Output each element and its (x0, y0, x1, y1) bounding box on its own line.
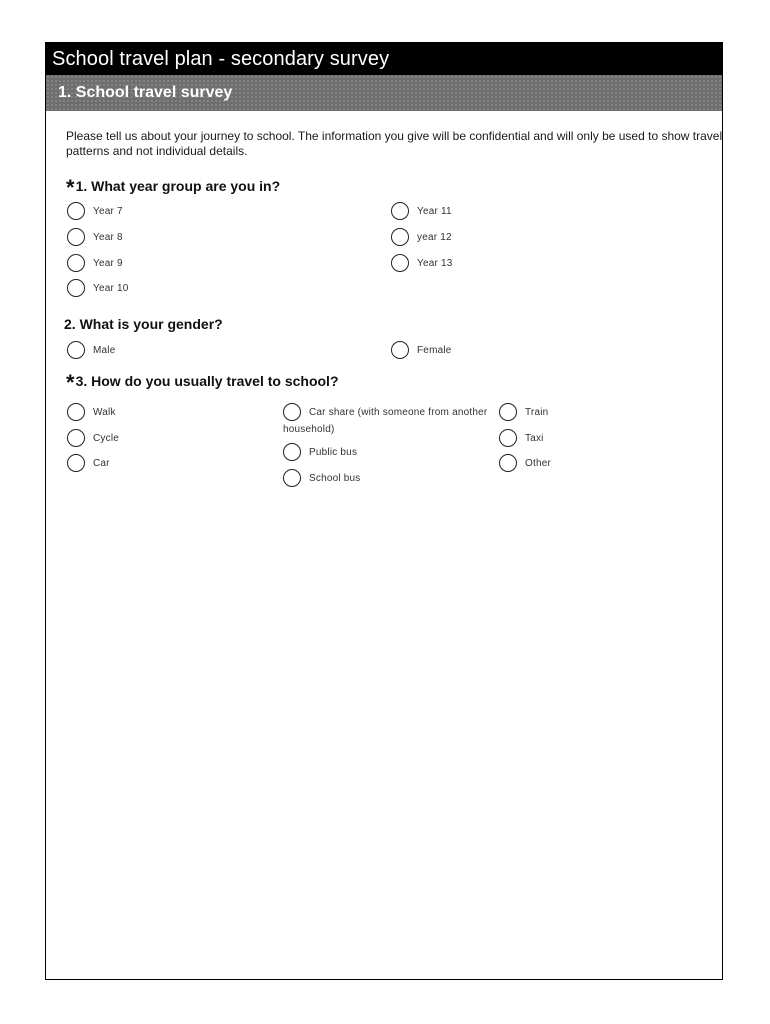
option-car-share[interactable] (283, 403, 487, 421)
question-year-group (66, 175, 280, 201)
option-label: Year 11 (417, 206, 452, 217)
option-label: Taxi (525, 433, 544, 444)
radio-button[interactable] (499, 454, 517, 472)
option-walk[interactable] (67, 403, 116, 421)
option-cycle[interactable] (67, 429, 119, 447)
option-label: Year 7 (93, 206, 123, 217)
option-taxi[interactable] (499, 429, 544, 447)
radio-button[interactable] (283, 469, 301, 487)
option-label: Car (93, 458, 110, 469)
radio-button[interactable] (67, 429, 85, 447)
question-label: 3. How do you usually travel to school? (75, 373, 339, 389)
option-car[interactable] (67, 454, 110, 472)
intro-text: Please tell us about your journey to school. The information you give will be confidential and will only be used to show travel patterns and not individual details. (66, 129, 723, 158)
option-label-continued: household) (283, 424, 335, 435)
option-year-10[interactable] (67, 279, 129, 297)
radio-button[interactable] (391, 341, 409, 359)
option-year-12[interactable] (391, 228, 452, 246)
radio-button[interactable] (391, 202, 409, 220)
option-label: Year 9 (93, 258, 123, 269)
section-header: 1. School travel survey (46, 75, 722, 111)
option-label: Other (525, 458, 552, 469)
option-label: Year 10 (93, 283, 129, 294)
option-male[interactable] (67, 341, 115, 359)
required-icon: * (66, 370, 75, 395)
question-label: 1. What year group are you in? (75, 178, 281, 194)
required-icon: * (66, 175, 75, 200)
radio-button[interactable] (499, 403, 517, 421)
option-year-11[interactable] (391, 202, 452, 220)
question-gender (64, 316, 223, 332)
option-label: Year 8 (93, 232, 123, 243)
option-year-13[interactable] (391, 254, 453, 272)
radio-button[interactable] (391, 228, 409, 246)
survey-title: School travel plan - secondary survey (46, 43, 722, 75)
option-school-bus[interactable] (283, 469, 360, 487)
radio-button[interactable] (67, 202, 85, 220)
option-label: Walk (93, 407, 116, 418)
option-year-7[interactable] (67, 202, 123, 220)
option-year-8[interactable] (67, 228, 123, 246)
question-label: 2. What is your gender? (64, 316, 223, 332)
option-label: Cycle (93, 433, 120, 444)
option-public-bus[interactable] (283, 443, 357, 461)
radio-button[interactable] (283, 443, 301, 461)
radio-button[interactable] (67, 341, 85, 359)
survey-page (45, 42, 723, 980)
option-year-9[interactable] (67, 254, 123, 272)
radio-button[interactable] (499, 429, 517, 447)
radio-button[interactable] (67, 454, 85, 472)
question-travel-mode (66, 370, 339, 396)
option-other[interactable] (499, 454, 551, 472)
option-label: School bus (309, 473, 361, 484)
option-train[interactable] (499, 403, 548, 421)
radio-button[interactable] (67, 228, 85, 246)
radio-button[interactable] (283, 403, 301, 421)
option-label: Female (417, 345, 452, 356)
option-label: Public bus (309, 447, 358, 458)
radio-button[interactable] (67, 279, 85, 297)
option-label: year 12 (417, 232, 452, 243)
option-label: Year 13 (417, 258, 453, 269)
option-label: Train (525, 407, 549, 418)
option-female[interactable] (391, 341, 452, 359)
option-label: Car share (with someone from another (309, 407, 488, 418)
radio-button[interactable] (67, 403, 85, 421)
radio-button[interactable] (391, 254, 409, 272)
radio-button[interactable] (67, 254, 85, 272)
option-label: Male (93, 345, 116, 356)
